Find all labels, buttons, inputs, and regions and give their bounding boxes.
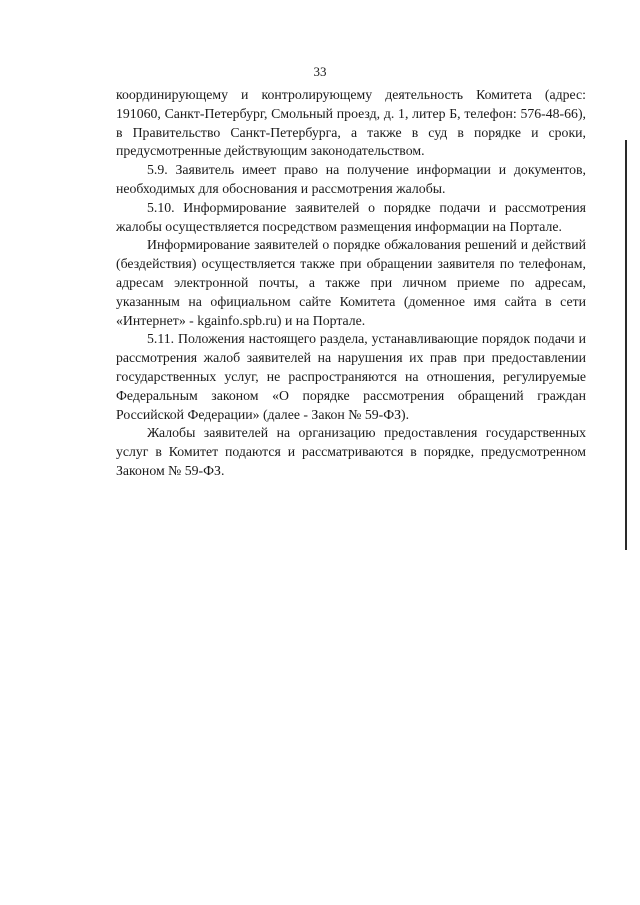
paragraph-5-11: 5.11. Положения настоящего раздела, устанавливающие порядок подачи и рассмотрения жалоб заявителей на нарушения их прав при предоставлении государственных услуг, не распространяются на отношения, регулируемые Федеральным законом «О порядке рассмотрения обращений граждан Российской Федерации» (далее - Закон № 59-ФЗ). <box>116 331 586 422</box>
scan-edge-line <box>625 140 627 550</box>
paragraph-5-9: 5.9. Заявитель имеет право на получение информации и документов, необходимых для обоснования и рассмотрения жалобы. <box>116 162 586 196</box>
page-number: 33 <box>313 64 327 79</box>
document-body <box>116 86 586 481</box>
paragraph-5-10: 5.10. Информирование заявителей о порядке подачи и рассмотрения жалобы осуществляется посредством размещения информации на Портале. <box>116 199 586 234</box>
paragraph-continuation: координирующему и контролирующему деятельность Комитета (адрес: 191060, Санкт-Петербург, Смольный проезд, д. 1, литер Б, телефон: 576-48-66), в Правительство Санкт-Петербурга, а также в суд в порядке и сроки, предусмотренные действующим законодательством. <box>116 87 586 159</box>
paragraph-informing: Информирование заявителей о порядке обжалования решений и действий (бездействия) осуществляется также при обращении заявителя по телефонам, адресам электронной почты, а также при личном приеме по адресам, указанным на официальном сайте Комитета (доменное имя сайта в сети «Интернет» - kgainfo.spb.ru) и на Портале. <box>116 237 586 328</box>
paragraph-complaints: Жалобы заявителей на организацию предоставления государственных услуг в Комитет подаются и рассматриваются в порядке, предусмотренном Законом № 59-ФЗ. <box>116 425 586 478</box>
